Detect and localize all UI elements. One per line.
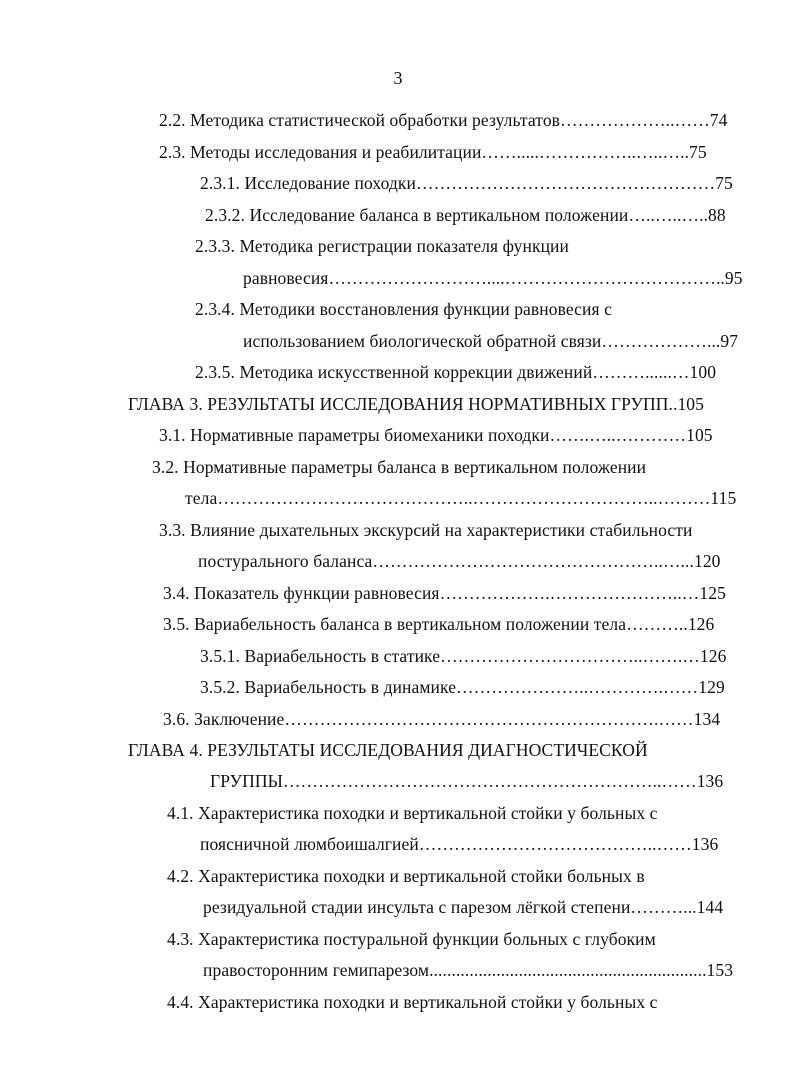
toc-entry-2-3-4: 2.3.4. Методики восстановления функции равновесия с xyxy=(195,299,612,319)
toc-entry-3-2-cont: тела……………………………………..…………………………..………115 xyxy=(185,488,737,508)
toc-entry-4-4: 4.4. Характеристика походки и вертикальной стойки у больных с xyxy=(167,992,658,1012)
toc-chapter-3: ГЛАВА 3. РЕЗУЛЬТАТЫ ИССЛЕДОВАНИЯ НОРМАТИВНЫХ ГРУПП..105 xyxy=(128,394,704,414)
toc-entry-3-5-1: 3.5.1. Вариабельность в статике……………………………..…….…126 xyxy=(200,646,727,666)
toc-entry-2-2: 2.2. Методика статистической обработки результатов………………..……74 xyxy=(159,110,728,130)
toc-entry-3-3-cont: постурального баланса…………………………………………..…...120 xyxy=(198,551,721,571)
toc-entry-4-1-cont: поясничной люмбоишалгией…………………………………..……136 xyxy=(200,834,719,854)
toc-entry-2-3: 2.3. Методы исследования и реабилитации…….....……………..…..…..75 xyxy=(159,142,707,162)
toc-entry-3-3: 3.3. Влияние дыхательных экскурсий на характеристики стабильности xyxy=(159,520,693,540)
toc-chapter-4: ГЛАВА 4. РЕЗУЛЬТАТЫ ИССЛЕДОВАНИЯ ДИАГНОСТИЧЕСКОЙ xyxy=(128,740,648,760)
toc-entry-3-5: 3.5. Вариабельность баланса в вертикальном положении тела………..126 xyxy=(163,614,715,634)
toc-entry-3-5-2: 3.5.2. Вариабельность в динамике…………………..………….……129 xyxy=(200,677,725,697)
toc-entry-4-2-cont: резидуальной стадии инсульта с парезом лёгкой степени………...144 xyxy=(203,897,724,917)
toc-entry-2-3-4-cont: использованием биологической обратной связи………………...97 xyxy=(243,331,739,351)
toc-entry-2-3-2: 2.3.2. Исследование баланса в вертикальном положении…..…..…..88 xyxy=(205,205,726,225)
toc-entry-4-2: 4.2. Характеристика походки и вертикальной стойки больных в xyxy=(167,866,645,886)
toc-entry-2-3-3: 2.3.3. Методика регистрации показателя функции xyxy=(195,236,569,256)
toc-entry-4-3: 4.3. Характеристика постуральной функции больных с глубоким xyxy=(167,929,656,949)
page-number: 3 xyxy=(393,68,403,88)
toc-entry-2-3-5: 2.3.5. Методика искусственной коррекции движений………......…100 xyxy=(195,362,717,382)
toc-entry-4-3-cont: правосторонним гемипарезом..............................................................153 xyxy=(203,960,734,980)
toc-entry-3-2: 3.2. Нормативные параметры баланса в вертикальном положении xyxy=(152,457,647,477)
toc-entry-3-6: 3.6. Заключение……………………………………………………….……134 xyxy=(163,709,721,729)
toc-entry-2-3-1: 2.3.1. Исследование походки……………………………………………75 xyxy=(200,173,733,193)
toc-entry-3-4: 3.4. Показатель функции равновесия……………….…………………..…125 xyxy=(163,583,726,603)
toc-chapter-4-cont: ГРУППЫ………………………………………………………..……136 xyxy=(210,771,724,791)
toc-entry-4-1: 4.1. Характеристика походки и вертикальной стойки у больных с xyxy=(167,803,658,823)
toc-entry-2-3-3-cont: равновесия………………………....………………………………..95 xyxy=(243,268,743,288)
toc-entry-3-1: 3.1. Нормативные параметры биомеханики походки…….…..…………105 xyxy=(159,425,713,445)
